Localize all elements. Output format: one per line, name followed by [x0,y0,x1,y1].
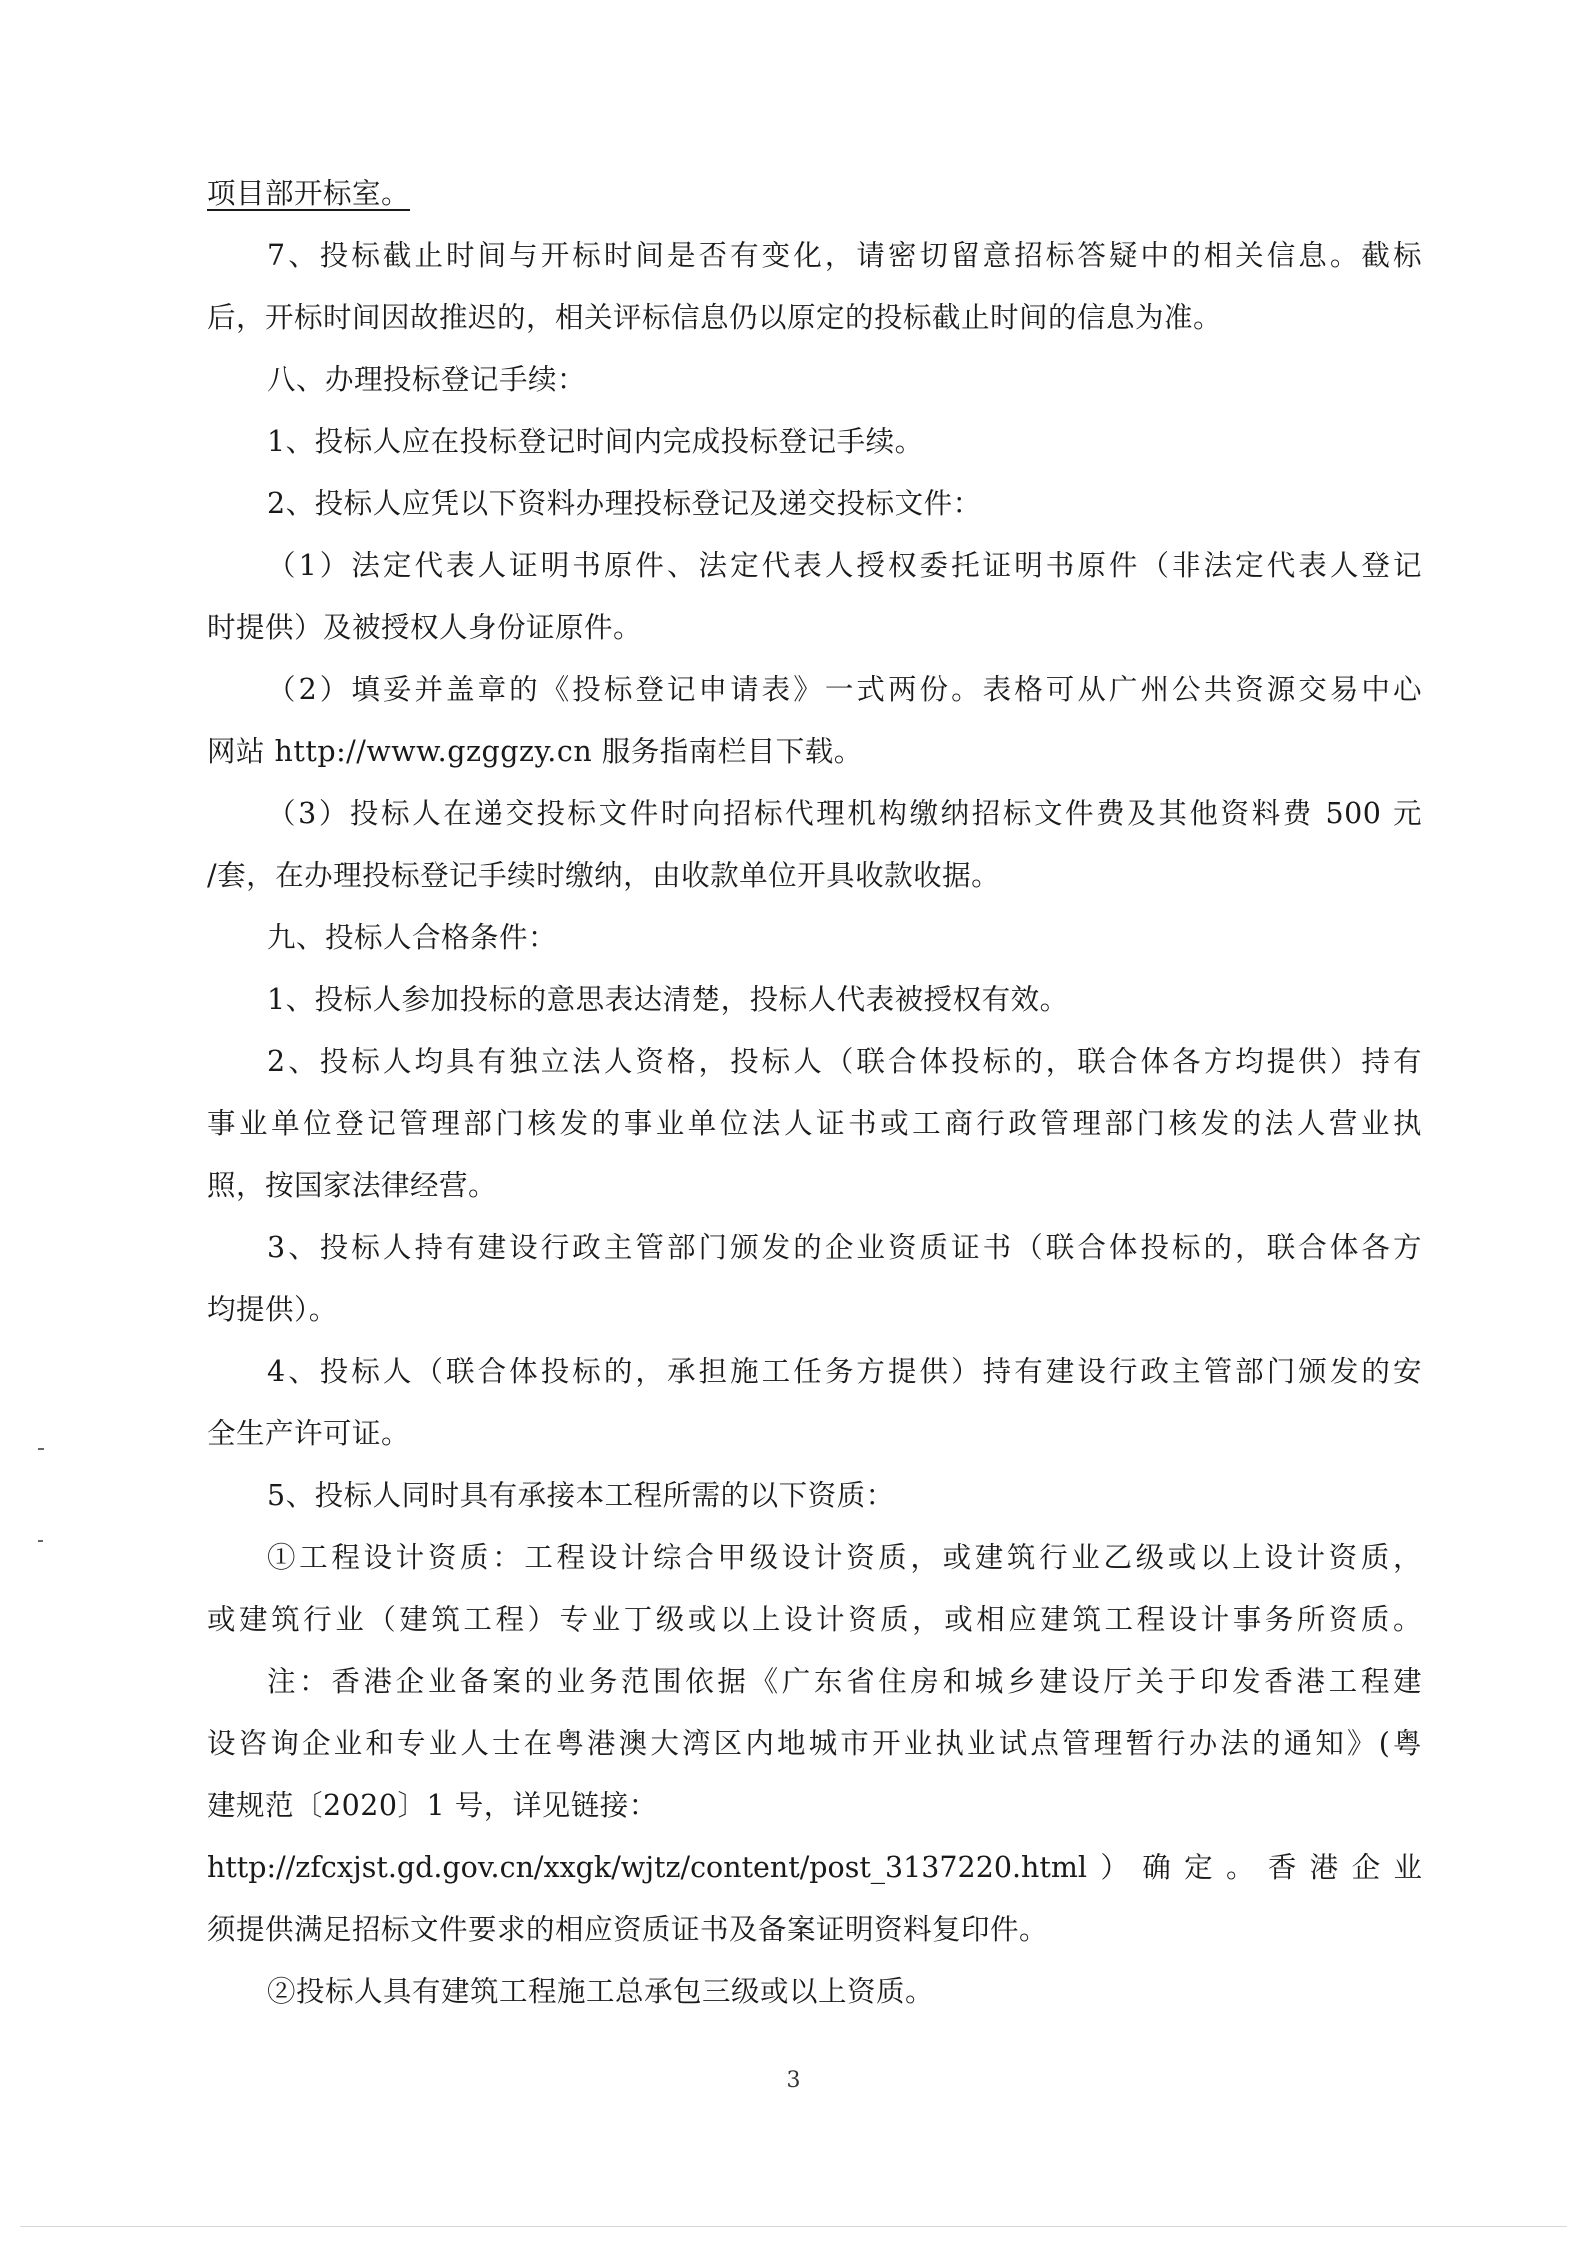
text-line: 或建筑行业（建筑工程）专业丁级或以上设计资质，或相应建筑工程设计事务所资质。 [207,1603,1422,1636]
text-line: 2、投标人应凭以下资料办理投标登记及递交投标文件： [267,487,982,520]
text-line: 照，按国家法律经营。 [207,1169,498,1202]
text-line: ①工程设计资质：工程设计综合甲级设计资质，或建筑行业乙级或以上设计资质， [267,1541,1422,1574]
text-line: 均提供）。 [207,1293,338,1326]
text-line: 全生产许可证。 [207,1417,411,1450]
section-heading: 九、投标人合格条件： [267,921,558,954]
text-line: （1）法定代表人证明书原件、法定代表人授权委托证明书原件（非法定代表人登记 [267,549,1422,582]
page-number: 3 [786,2068,801,2093]
text-line: ②投标人具有建筑工程施工总承包三级或以上资质。 [267,1975,935,2008]
section-heading: 八、办理投标登记手续： [267,363,587,396]
underlined-text: 项目部开标室。 [207,177,411,210]
text-line: 2、投标人均具有独立法人资格，投标人（联合体投标的，联合体各方均提供）持有 [267,1045,1422,1078]
text-line: 1、投标人参加投标的意思表达清楚，投标人代表被授权有效。 [267,983,1069,1016]
text-line: 建规范〔2020〕1 号，详见链接： [207,1789,658,1822]
document-body [207,163,1422,2023]
text-line: 4、投标人（联合体投标的，承担施工任务方提供）持有建设行政主管部门颁发的安 [267,1355,1422,1388]
text-line-url: http://zfcxjst.gd.gov.cn/xxgk/wjtz/content/post_3137220.html）确定。香港企业 [207,1851,1422,1884]
text-line: 1、投标人应在投标登记时间内完成投标登记手续。 [267,425,924,458]
text-line: 须提供满足招标文件要求的相应资质证书及备案证明资料复印件。 [207,1913,1049,1946]
text-line: 注：香港企业备案的业务范围依据《广东省住房和城乡建设厅关于印发香港工程建 [267,1665,1422,1698]
text-line [207,163,1422,225]
scan-mark [38,1448,44,1450]
page-bottom-edge [20,2226,1567,2227]
text-line: 事业单位登记管理部门核发的事业单位法人证书或工商行政管理部门核发的法人营业执 [207,1107,1422,1140]
text-line: 后，开标时间因故推迟的，相关评标信息仍以原定的投标截止时间的信息为准。 [207,301,1223,334]
text-line: （2）填妥并盖章的《投标登记申请表》一式两份。表格可从广州公共资源交易中心 [267,673,1422,706]
text-line: /套，在办理投标登记手续时缴纳，由收款单位开具收款收据。 [207,859,1001,892]
text-line: 设咨询企业和专业人士在粤港澳大湾区内地城市开业执业试点管理暂行办法的通知》(粤 [207,1727,1422,1760]
text-line: 时提供）及被授权人身份证原件。 [207,611,643,644]
text-line: 网站 http://www.gzggzy.cn 服务指南栏目下载。 [207,735,863,768]
scan-mark [38,1540,43,1542]
text-line: 5、投标人同时具有承接本工程所需的以下资质： [267,1479,895,1512]
text-line: （3）投标人在递交投标文件时向招标代理机构缴纳招标文件费及其他资料费 500 元 [267,797,1422,830]
text-line: 3、投标人持有建设行政主管部门颁发的企业资质证书（联合体投标的，联合体各方 [267,1231,1422,1264]
text-line: 7、投标截止时间与开标时间是否有变化，请密切留意招标答疑中的相关信息。截标 [267,239,1422,272]
